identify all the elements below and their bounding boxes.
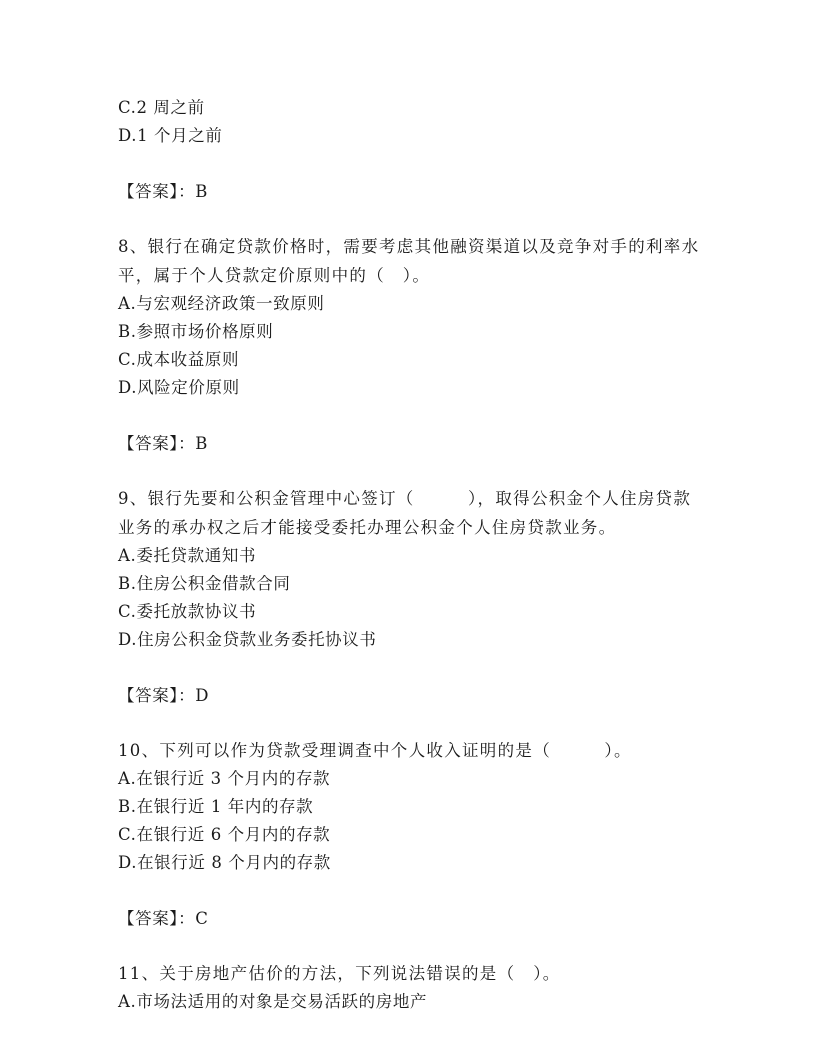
question-stem: 9、银行先要和公积金管理中心签订（ ），取得公积金个人住房贷款业务的承办权之后才能接受委托办理公积金个人住房贷款业务。	[118, 489, 692, 537]
option-line: A.在银行近 3 个月内的存款	[118, 769, 331, 788]
answer-prefix: 【答案】：	[118, 182, 196, 201]
answer-value: D	[195, 686, 210, 705]
option-line: D.1 个月之前	[118, 126, 223, 145]
option-line: B.参照市场价格原则	[118, 322, 274, 341]
option-line: B.在银行近 1 年内的存款	[118, 797, 314, 816]
answer-value: C	[195, 909, 209, 928]
option-line: A.委托贷款通知书	[118, 546, 257, 565]
answer-prefix: 【答案】：	[118, 434, 196, 453]
option-line: C.委托放款协议书	[118, 602, 257, 621]
option-line: D.住房公积金贷款业务委托协议书	[118, 630, 377, 649]
option-line: A.与宏观经济政策一致原则	[118, 294, 325, 313]
option-line: B.住房公积金借款合同	[118, 574, 291, 593]
answer-line	[118, 178, 708, 206]
answer-prefix: 【答案】：	[118, 686, 196, 705]
answer-value: B	[195, 182, 208, 201]
answer-line	[118, 905, 708, 933]
exam-page	[118, 94, 708, 1016]
answer-prefix: 【答案】：	[118, 909, 196, 928]
answer-value: B	[195, 434, 208, 453]
answer-line	[118, 430, 708, 458]
question-stem: 10、下列可以作为贷款受理调查中个人收入证明的是（ ）。	[118, 741, 632, 760]
question-stem: 11、关于房地产估价的方法，下列说法错误的是（ ）。	[118, 964, 561, 983]
option-line: C.在银行近 6 个月内的存款	[118, 825, 331, 844]
option-line: C.2 周之前	[118, 98, 205, 117]
option-line: D.风险定价原则	[118, 378, 240, 397]
option-line: C.成本收益原则	[118, 350, 240, 369]
option-line: D.在银行近 8 个月内的存款	[118, 853, 331, 872]
answer-line	[118, 682, 708, 710]
question-stem: 8、银行在确定贷款价格时，需要考虑其他融资渠道以及竞争对手的利率水平，属于个人贷款定价原则中的（ ）。	[118, 237, 700, 285]
option-line: A.市场法适用的对象是交易活跃的房地产	[118, 992, 428, 1011]
